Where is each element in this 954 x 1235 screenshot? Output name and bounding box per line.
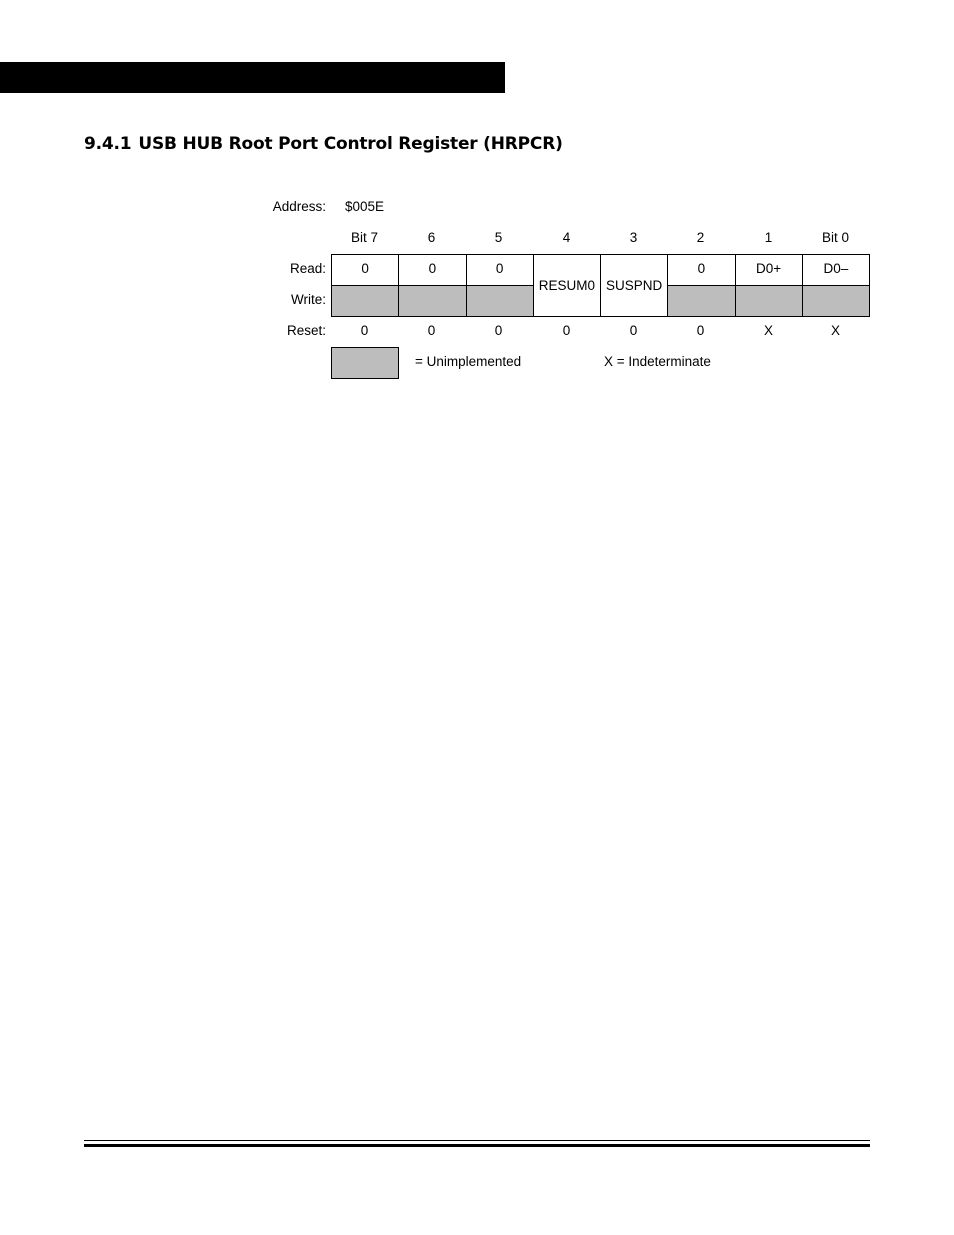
reset-value: X — [830, 323, 840, 338]
footer-rule-thin — [84, 1140, 870, 1141]
reset-row-label: Reset: — [286, 323, 326, 338]
legend-indeterminate: X = Indeterminate — [604, 354, 711, 369]
bit-number: 4 — [562, 230, 571, 245]
unimplemented-cell — [668, 286, 735, 317]
reset-value: 0 — [360, 323, 369, 338]
legend-unimplemented-swatch — [331, 347, 399, 379]
read-cell: D0+ — [735, 255, 802, 286]
bit-number: 6 — [427, 230, 436, 245]
read-row — [332, 255, 870, 286]
section-number: 9.4.1 — [84, 134, 132, 154]
address-label: Address: — [272, 199, 326, 214]
read-cell: 0 — [332, 255, 399, 286]
reset-value: 0 — [696, 323, 705, 338]
bit-number: Bit 0 — [821, 230, 849, 245]
read-cell: 0 — [466, 255, 533, 286]
field-suspnd: SUSPND — [601, 255, 668, 317]
unimplemented-cell — [735, 286, 802, 317]
address-value: $005E — [345, 199, 385, 214]
read-cell: 0 — [399, 255, 466, 286]
field-resum0: RESUM0 — [533, 255, 600, 317]
unimplemented-cell — [332, 286, 399, 317]
bit-number: Bit 7 — [350, 230, 378, 245]
write-row-label: Write: — [290, 292, 326, 307]
bit-number: 2 — [696, 230, 705, 245]
section-title: USB HUB Root Port Control Register (HRPCR) — [138, 134, 563, 154]
legend-unimplemented: = Unimplemented — [415, 354, 522, 369]
reset-value: X — [763, 323, 773, 338]
unimplemented-cell — [466, 286, 533, 317]
reset-value: 0 — [562, 323, 571, 338]
read-cell: D0– — [802, 255, 869, 286]
section-heading — [84, 134, 563, 154]
reset-value: 0 — [494, 323, 503, 338]
read-row-label: Read: — [289, 261, 326, 276]
reset-value: 0 — [427, 323, 436, 338]
bit-number: 1 — [764, 230, 773, 245]
register-table — [331, 254, 870, 317]
unimplemented-cell — [399, 286, 466, 317]
header-bar — [0, 62, 505, 93]
unimplemented-cell — [802, 286, 869, 317]
read-cell: 0 — [668, 255, 735, 286]
bit-number: 3 — [629, 230, 638, 245]
footer-rule-thick — [84, 1144, 870, 1147]
reset-value: 0 — [629, 323, 638, 338]
bit-number: 5 — [494, 230, 503, 245]
